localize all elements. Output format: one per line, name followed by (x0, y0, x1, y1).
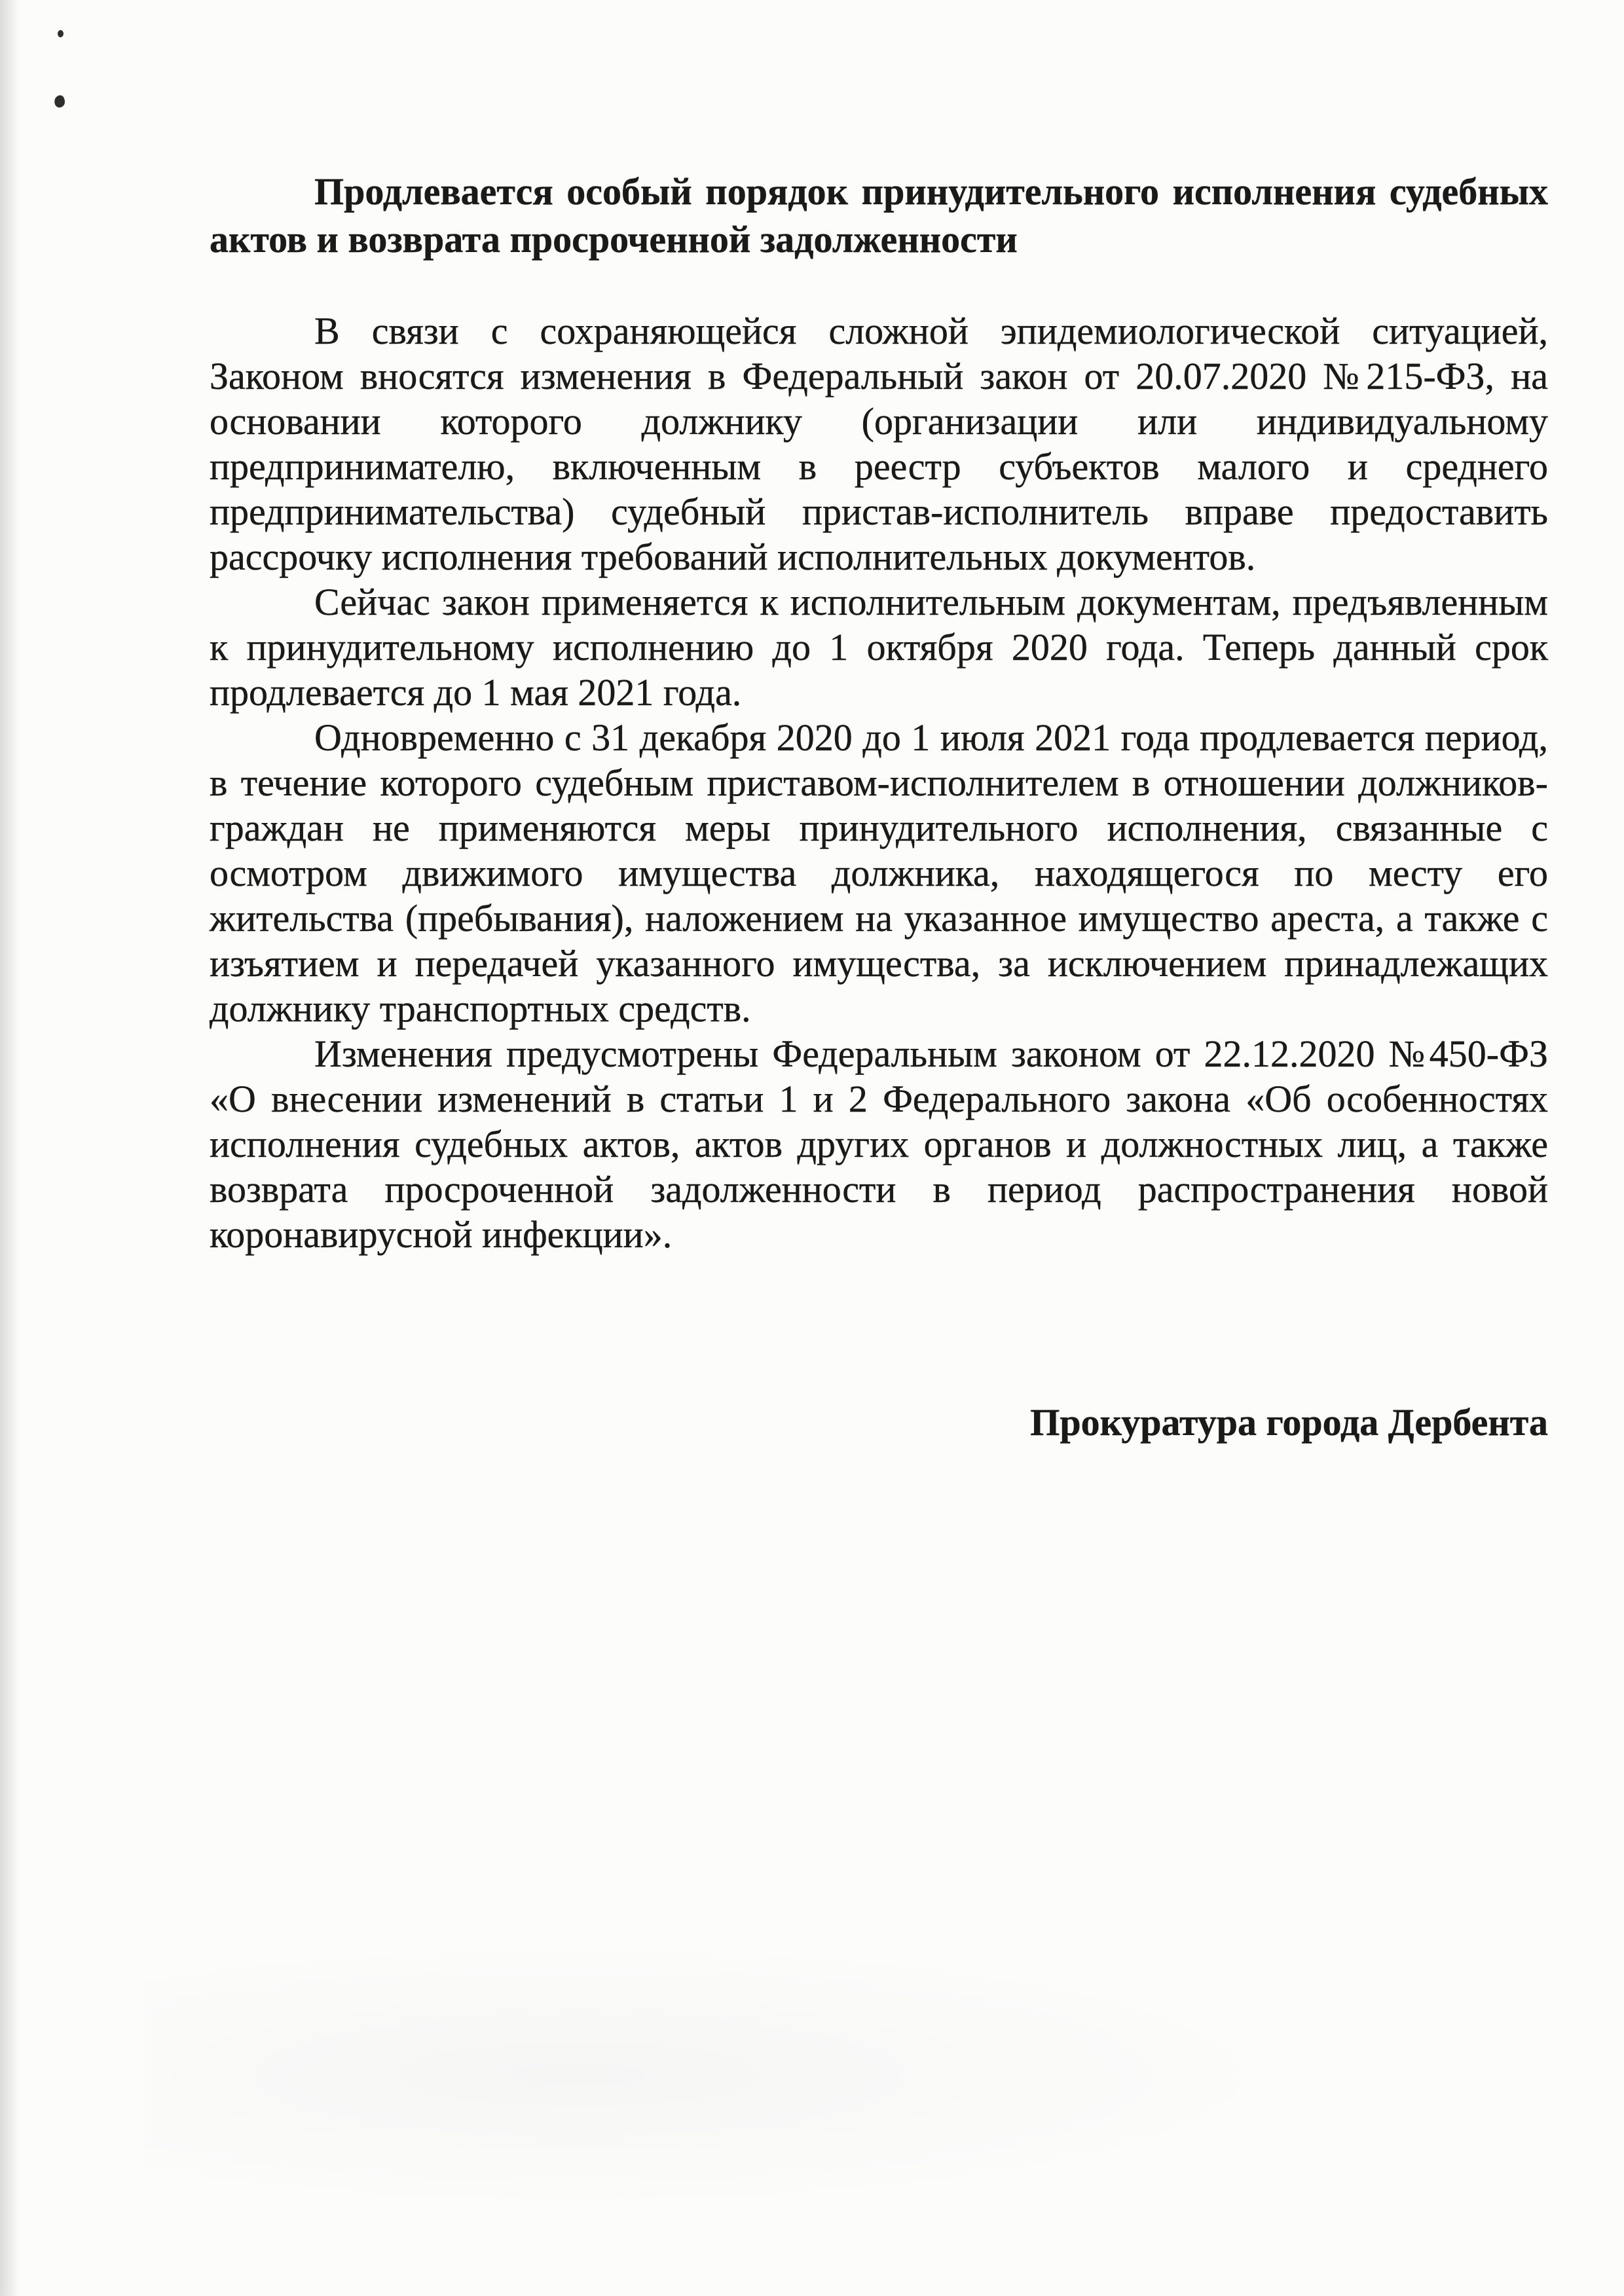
scan-smudge (144, 1951, 1388, 2226)
document-body (210, 308, 1548, 1257)
text-line: должнику транспортных средств. (210, 987, 751, 1030)
text-line: продлевается до 1 мая 2021 года. (210, 671, 742, 714)
text-line: В связи с сохраняющейся сложной эпидемиологической ситуацией, (314, 310, 1548, 352)
text-line: Законом вносятся изменения в Федеральный закон от 20.07.2020 №215-ФЗ, на (210, 355, 1548, 397)
paragraph (210, 1031, 1548, 1257)
paragraph (210, 715, 1548, 1031)
text-line: рассрочку исполнения требований исполнительных документов. (210, 536, 1256, 578)
paragraph (210, 579, 1548, 715)
text-line: граждан не применяются меры принудительного исполнения, связанные с (210, 807, 1548, 849)
text-line: предпринимателю, включенным в реестр субъектов малого и среднего (210, 445, 1548, 488)
text-line: жительства (пребывания), наложением на указанное имущество ареста, а также с (210, 897, 1548, 939)
text-line: Одновременно с 31 декабря 2020 до 1 июля 2021 года продлевается период, (314, 716, 1548, 759)
text-line: к принудительному исполнению до 1 октября 2020 года. Теперь данный срок (210, 626, 1548, 668)
text-line: «О внесении изменений в статьи 1 и 2 Федерального закона «Об особенностях (210, 1078, 1548, 1120)
title-line: актов и возврата просроченной задолженности (210, 218, 1018, 261)
text-line: в течение которого судебным приставом-исполнителем в отношении должников- (210, 761, 1548, 804)
text-line: возврата просроченной задолженности в период распространения новой (210, 1168, 1548, 1211)
text-line: Сейчас закон применяется к исполнительным документам, предъявленным (314, 581, 1548, 623)
ink-speck (58, 30, 64, 37)
text-line: исполнения судебных актов, актов других органов и должностных лиц, а также (210, 1123, 1548, 1165)
text-line: коронавирусной инфекции». (210, 1213, 673, 1256)
text-line: Изменения предусмотрены Федеральным законом от 22.12.2020 №450-ФЗ (314, 1032, 1548, 1075)
paragraph (210, 308, 1548, 579)
signature-row (210, 1398, 1548, 1446)
ink-speck (53, 94, 67, 109)
text-line: предпринимательства) судебный пристав-исполнитель вправе предоставить (210, 490, 1548, 533)
text-line: осмотром движимого имущества должника, находящегося по месту его (210, 852, 1548, 894)
signature: Прокуратура города Дербента (1030, 1401, 1548, 1444)
scan-edge-shadow (0, 0, 20, 2296)
title-line: Продлевается особый порядок принудительного исполнения судебных (314, 170, 1548, 213)
text-line: изъятием и передачей указанного имущества, за исключением принадлежащих (210, 942, 1548, 985)
document-title (210, 168, 1548, 263)
text-line: основании которого должнику (организации или индивидуальному (210, 400, 1548, 443)
